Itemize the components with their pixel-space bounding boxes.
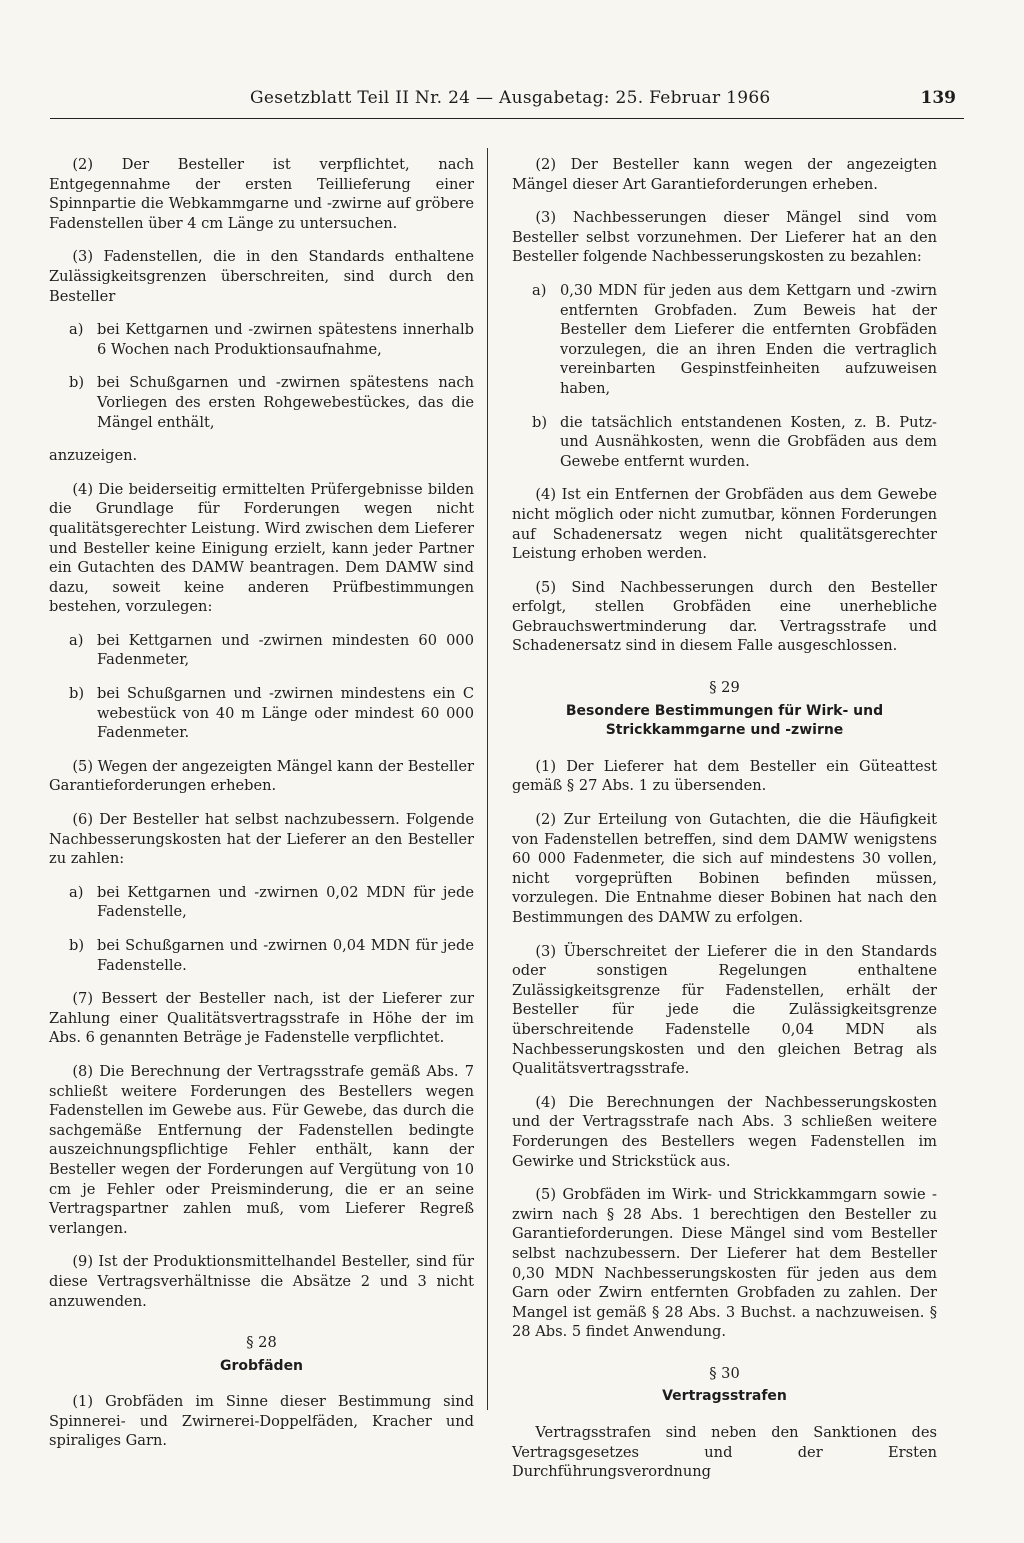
section-number: § 28 <box>246 1334 277 1352</box>
list-label: b) <box>69 685 85 703</box>
paragraph: (2) Der Besteller kann wegen der angezeigten Mängel dieser Art Garantieforderungen erheben. <box>512 156 937 193</box>
list-item <box>69 373 474 432</box>
list-label: a) <box>532 281 547 299</box>
right-column <box>512 155 937 1496</box>
list-text: die tatsächlich entstandenen Kosten, z. B. Putz- und Ausnähkosten, wenn die Grobfäden aus dem Gewebe entfernt wurden. <box>560 413 937 470</box>
paragraph: (1) Grobfäden im Sinne dieser Bestimmung sind Spinnerei- und Zwirnerei-Doppelfäden, Kracher und spiraliges Garn. <box>49 1393 474 1450</box>
section-title: Besondere Bestimmungen für Wirk- und Strickkammgarne und -zwirne <box>565 702 884 739</box>
list-text: bei Kettgarnen und -zwirnen spätestens innerhalb 6 Wochen nach Produktionsaufnahme, <box>97 321 474 358</box>
list-label: a) <box>69 321 84 339</box>
publication-title: Gesetzblatt Teil II Nr. 24 — Ausgabetag: 25. Februar 1966 <box>250 88 771 108</box>
paragraph: (2) Der Besteller ist verpflichtet, nach Entgegennahme der ersten Teillieferung einer Spinnpartie die Webkammgarne und -zwirne auf gröbere Fadenstellen über 4 cm Länge zu untersuchen. <box>49 156 474 232</box>
paragraph: (5) Grobfäden im Wirk- und Strickkammgarn sowie -zwirn nach § 28 Abs. 1 berechtigen den Besteller zu Garantieforderungen. Diese Mängel sind vom Besteller selbst nachzubessern. Der Lieferer hat dem Besteller 0,30 MDN Nachbesserungskosten für jeden aus dem Garn oder Zwirn entfernten Grobfaden zu zahlen. Der Mangel ist gemäß § 28 Abs. 3 Buchst. a nachzuweisen. § 28 Abs. 5 findet Anwendung. <box>512 1186 937 1341</box>
paragraph: (1) Der Lieferer hat dem Besteller ein Güteattest gemäß § 27 Abs. 1 zu übersenden. <box>512 757 937 795</box>
section-number: § 29 <box>709 679 740 697</box>
list-item <box>532 281 937 399</box>
list-text: 0,30 MDN für jeden aus dem Kettgarn und -zwirn entfernten Grobfaden. Zum Beweis hat der Besteller dem Lieferer die entfernten Grobfäden vorzulegen, die an ihren Enden die vertraglich vereinbarten Gespinstfeinheiten aufzuweisen haben, <box>560 281 937 397</box>
page-number: 139 <box>920 88 956 108</box>
list-item <box>69 631 474 670</box>
list-label: a) <box>69 631 84 649</box>
paragraph: (2) Zur Erteilung von Gutachten, die die Häufigkeit von Fadenstellen betreffen, sind dem DAMW wenigstens 60 000 Fadenmeter, die sich auf mindestens 30 vollen, nicht vorgeprüften Bobinen befinden müssen, vorzulegen. Die Entnahme dieser Bobinen hat nach den Bestimmungen des DAMW zu erfolgen. <box>512 811 937 926</box>
list-text: bei Schußgarnen und -zwirnen 0,04 MDN für jede Fadenstelle. <box>97 937 474 974</box>
paragraph: (3) Nachbesserungen dieser Mängel sind vom Besteller selbst vorzunehmen. Der Lieferer hat an den Besteller folgende Nachbesserungskosten zu bezahlen: <box>512 209 937 266</box>
list-item <box>69 936 474 975</box>
list-text: bei Schußgarnen und -zwirnen spätestens nach Vorliegen des ersten Rohgewebestückes, das die Mängel enthält, <box>97 374 474 431</box>
list-item <box>69 883 474 922</box>
list-label: a) <box>69 883 84 901</box>
list-label: b) <box>532 413 548 431</box>
paragraph: (8) Die Berechnung der Vertragsstrafe gemäß Abs. 7 schließt weitere Forderungen des Bestellers wegen Fadenstellen im Gewebe aus. Für Gewebe, das durch die sachgemäße Entfernung der Fadenstellen bedingte auszeichnungspflichtige Fehler enthält, kann der Besteller wegen der Forderungen auf Vergütung von 10 cm je Fehler oder Preisminderung, die er an seine Vertragspartner zahlen muß, vom Lieferer Regreß verlangen. <box>49 1062 474 1237</box>
list-label: b) <box>69 374 85 392</box>
list-item <box>532 413 937 472</box>
left-column <box>49 155 474 1465</box>
paragraph: (5) Wegen der angezeigten Mängel kann der Besteller Garantieforderungen erheben. <box>49 757 474 795</box>
page-header <box>50 88 964 119</box>
paragraph: anzuzeigen. <box>49 447 138 465</box>
paragraph: (4) Die beiderseitig ermittelten Prüfergebnisse bilden die Grundlage für Forderungen wegen nicht qualitätsgerechter Leistung. Wird zwischen dem Lieferer und Besteller keine Einigung erzielt, kann jeder Partner ein Gutachten des DAMW beantragen. Dem DAMW sind dazu, soweit keine anderen Prüfbestimmungen bestehen, vorzulegen: <box>49 480 474 616</box>
list-text: bei Kettgarnen und -zwirnen mindesten 60 000 Fadenmeter, <box>97 631 474 669</box>
section-number: § 30 <box>709 1364 740 1382</box>
list-text: bei Kettgarnen und -zwirnen 0,02 MDN für jede Fadenstelle, <box>97 883 474 921</box>
list-item <box>69 320 474 359</box>
paragraph: (3) Fadenstellen, die in den Standards enthaltene Zulässigkeitsgrenzen überschreiten, sind durch den Besteller <box>49 248 474 305</box>
paragraph: Vertragsstrafen sind neben den Sanktionen des Vertragsgesetzes und der Ersten Durchführungsverordnung <box>512 1424 937 1481</box>
list-label: b) <box>69 937 85 954</box>
paragraph: (7) Bessert der Besteller nach, ist der Lieferer zur Zahlung einer Qualitätsvertragsstrafe in Höhe der im Abs. 6 genannten Beträge je Fadenstelle verpflichtet. <box>49 990 474 1047</box>
paragraph: (4) Die Berechnungen der Nachbesserungskosten und der Vertragsstrafe nach Abs. 3 schließen weitere Forderungen des Bestellers wegen Fadenstellen im Gewirke und Strickstück aus. <box>512 1093 937 1170</box>
paragraph: (5) Sind Nachbesserungen durch den Besteller erfolgt, stellen Grobfäden eine unerhebliche Gebrauchswertminderung dar. Vertragsstrafe und Schadenersatz sind in diesem Falle ausgeschlossen. <box>512 578 937 655</box>
paragraph: (9) Ist der Produktionsmittelhandel Besteller, sind für diese Vertragsverhältnisse die Absätze 2 und 3 nicht anzuwenden. <box>49 1253 474 1310</box>
list-text: bei Schußgarnen und -zwirnen mindestens ein C webestück von 40 m Länge oder mindest 60 000 Fadenmeter. <box>97 685 474 742</box>
column-divider <box>487 148 488 1410</box>
paragraph: (3) Überschreitet der Lieferer die in den Standards oder sonstigen Regelungen enthaltene Zulässigkeitsgrenze für Fadenstellen, erhält der Besteller für jede die Zulässigkeitsgrenze überschreitende Fadenstelle 0,04 MDN als Nachbesserungskosten und den gleichen Betrag als Qualitätsvertragsstrafe. <box>512 942 937 1078</box>
paragraph: (4) Ist ein Entfernen der Grobfäden aus dem Gewebe nicht möglich oder nicht zumutbar, können Forderungen auf Schadenersatz wegen nicht qualitätsgerechter Leistung erhoben werden. <box>512 486 937 563</box>
paragraph: (6) Der Besteller hat selbst nachzubessern. Folgende Nachbesserungskosten hat der Lieferer an den Besteller zu zahlen: <box>49 811 474 868</box>
section-title: Grobfäden <box>219 1357 304 1374</box>
list-item <box>69 684 474 743</box>
section-title: Vertragsstrafen <box>662 1388 787 1405</box>
